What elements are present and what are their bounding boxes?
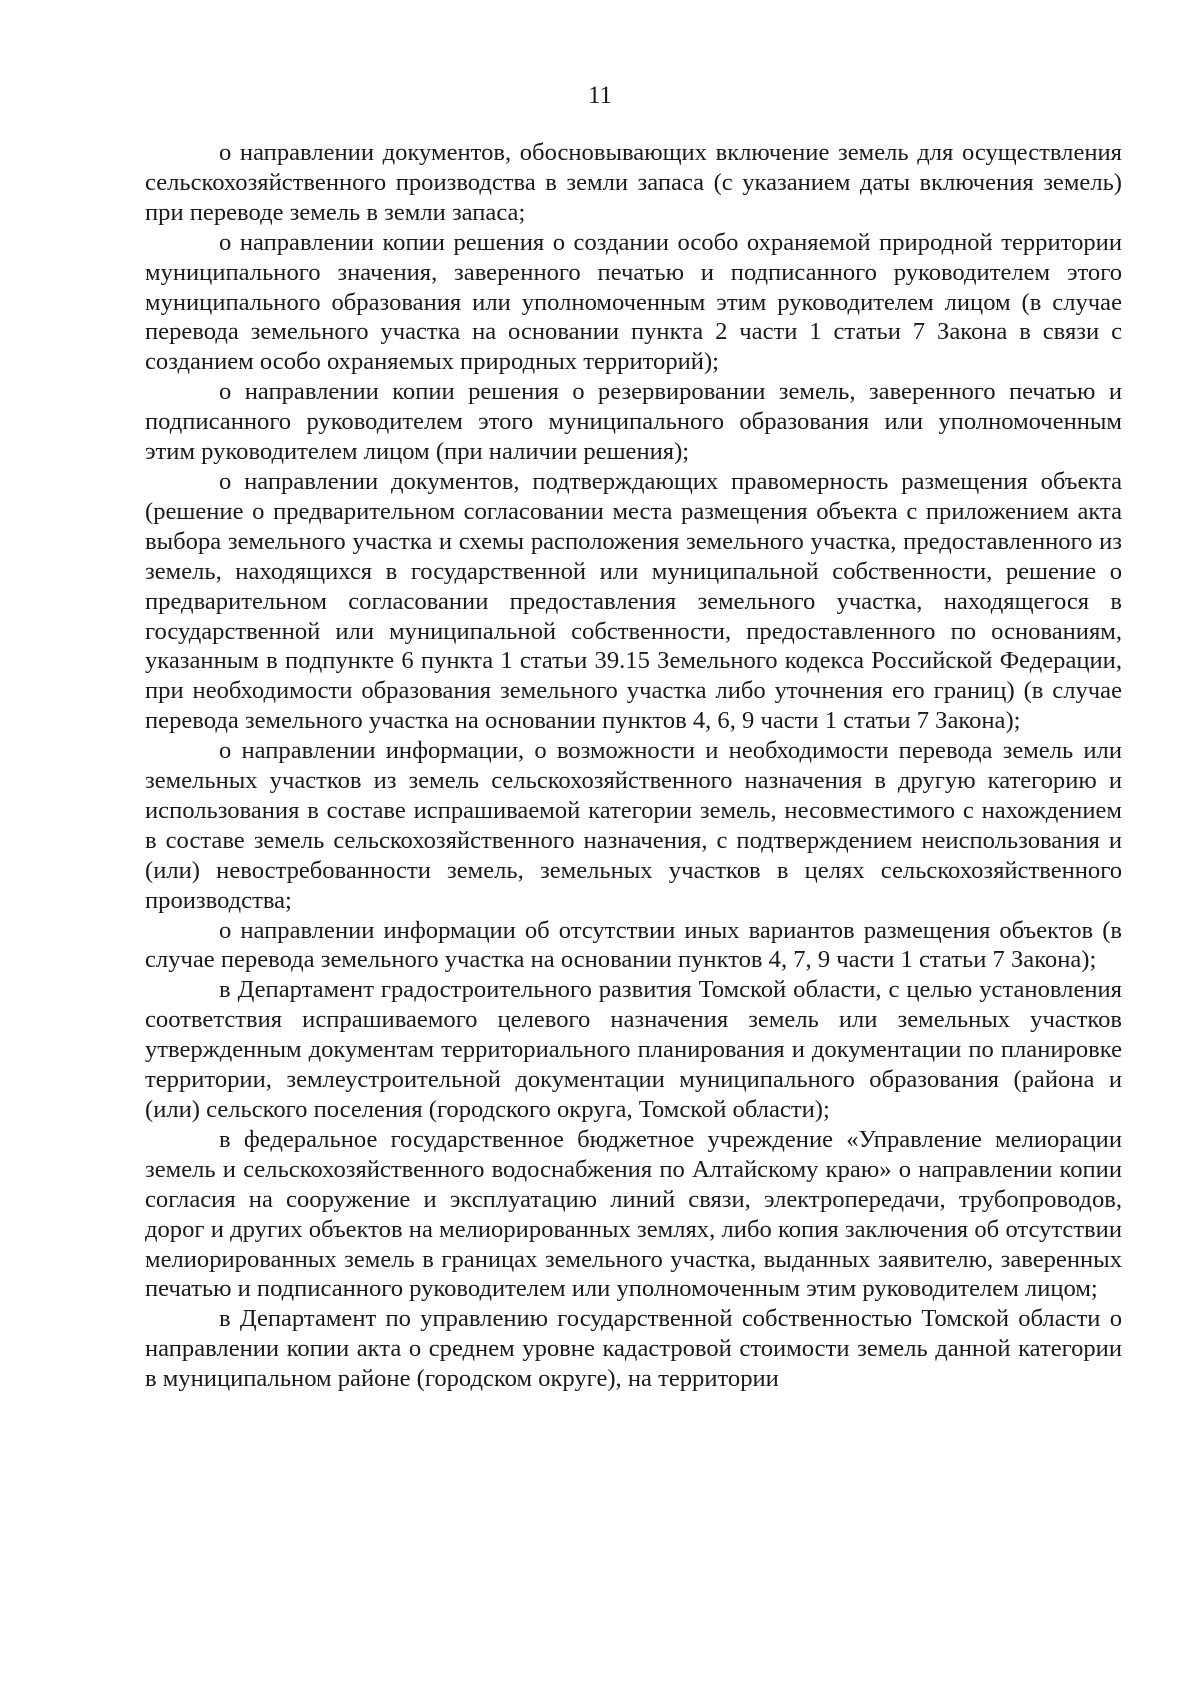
- paragraph: о направлении документов, подтверждающих правомерность размещения объекта (решение о предварительном согласовании места размещения объекта с приложением акта выбора земельного участка и схемы расположения земельного участка, предоставленного из земель, находящихся в государственной или муниципальной собственности, решение о предварительном согласовании предоставления земельного участка, находящегося в государственной или муниципальной собственности, предоставленного по основаниям, указанным в подпункте 6 пункта 1 статьи 39.15 Земельного кодекса Российской Федерации, при необходимости образования земельного участка либо уточнения его границ) (в случае перевода земельного участка на основании пунктов 4, 6, 9 части 1 статьи 7 Закона);: [145, 467, 1122, 735]
- document-body: [145, 138, 1122, 1394]
- page-number: 11: [587, 82, 613, 109]
- paragraph: о направлении документов, обосновывающих включение земель для осуществления сельскохозяйственного производства в земли запаса (с указанием даты включения земель) при переводе земель в земли запаса;: [145, 139, 1122, 226]
- paragraph: о направлении информации об отсутствии иных вариантов размещения объектов (в случае перевода земельного участка на основании пунктов 4, 7, 9 части 1 статьи 7 Закона);: [145, 916, 1122, 974]
- paragraph: о направлении копии решения о создании особо охраняемой природной территории муниципального значения, заверенного печатью и подписанного руководителем этого муниципального образования или уполномоченным этим руководителем лицом (в случае перевода земельного участка на основании пункта 2 части 1 статьи 7 Закона в связи с созданием особо охраняемых природных территорий);: [145, 228, 1122, 376]
- paragraph: в Департамент по управлению государственной собственностью Томской области о направлении копии акта о среднем уровне кадастровой стоимости земель данной категории в муниципальном районе (городском округе), на территории: [145, 1305, 1122, 1393]
- paragraph: в федеральное государственное бюджетное учреждение «Управление мелиорации земель и сельскохозяйственного водоснабжения по Алтайскому краю» о направлении копии согласия на сооружение и эксплуатацию линий связи, электропередачи, трубопроводов, дорог и других объектов на мелиорированных землях, либо копия заключения об отсутствии мелиорированных земель в границах земельного участка, выданных заявителю, заверенных печатью и подписанного руководителем или уполномоченным этим руководителем лицом;: [145, 1125, 1122, 1303]
- paragraph: о направлении информации, о возможности и необходимости перевода земель или земельных участков из земель сельскохозяйственного назначения в другую категорию и использования в составе испрашиваемой категории земель, несовместимого с нахождением в составе земель сельскохозяйственного назначения, с подтверждением неиспользования и (или) невостребованности земель, земельных участков в целях сельскохозяйственного производства;: [145, 737, 1122, 914]
- paragraph: о направлении копии решения о резервировании земель, заверенного печатью и подписанного руководителем этого муниципального образования или уполномоченным этим руководителем лицом (при наличии решения);: [145, 378, 1122, 466]
- paragraph: в Департамент градостроительного развития Томской области, с целью установления соответствия испрашиваемого целевого назначения земель или земельных участков утвержденным документам территориального планирования и документации по планировке территории, землеустроительной документации муниципального образования (района и (или) сельского поселения (городского округа, Томской области);: [145, 976, 1122, 1123]
